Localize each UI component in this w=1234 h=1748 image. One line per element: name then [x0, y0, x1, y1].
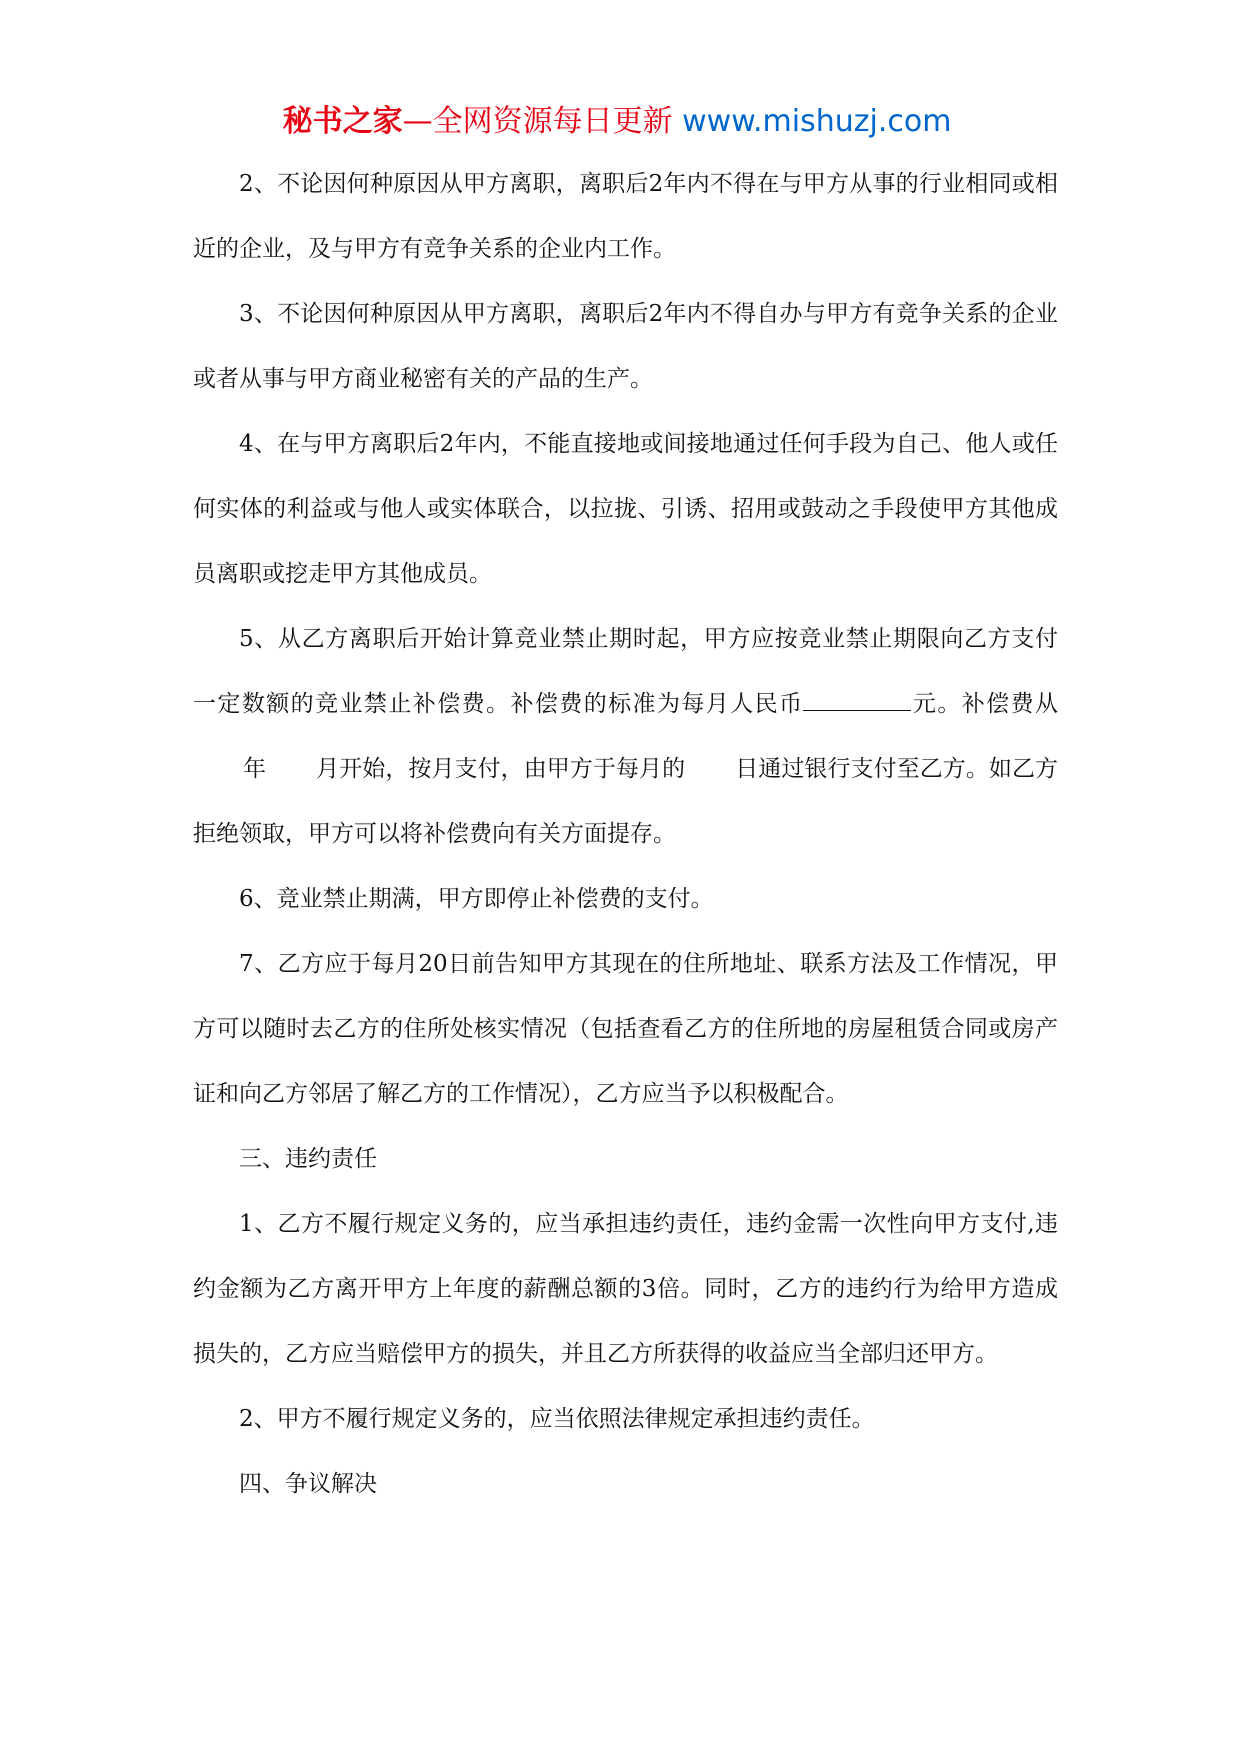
header-brand: 秘书之家	[282, 104, 403, 139]
clause-5-text-d: 月开始，按月支付，由甲方于每月的	[316, 756, 686, 782]
header-url[interactable]: www.mishuzj.com	[682, 104, 952, 139]
clause-2: 2、不论因何种原因从甲方离职，离职后2年内不得在与甲方从事的行业相同或相近的企业，及与甲方有竞争关系的企业内工作。	[193, 171, 1058, 262]
clause-5-text-a: 5、从乙方离职后开始计算竞业禁止期时起，甲方应按竞业禁止期限向乙方支付一定数额的竞业禁止补偿费。补偿费的标准为每月人民币	[193, 626, 1058, 717]
clause-5	[193, 607, 1058, 867]
clause-7: 7、乙方应于每月20日前告知甲方其现在的住所地址、联系方法及工作情况，甲方可以随时去乙方的住所处核实情况（包括查看乙方的住所地的房屋租赁合同或房产证和向乙方邻居了解乙方的工作情况），乙方应当予以积极配合。	[193, 951, 1058, 1107]
clause-4: 4、在与甲方离职后2年内，不能直接地或间接地通过任何手段为自己、他人或任何实体的利益或与他人或实体联合，以拉拢、引诱、招用或鼓动之手段使甲方其他成员离职或挖走甲方其他成员。	[193, 431, 1058, 587]
breach-clause-1: 1、乙方不履行规定义务的，应当承担违约责任，违约金需一次性向甲方支付,违约金额为乙方离开甲方上年度的薪酬总额的3倍。同时，乙方的违约行为给甲方造成损失的，乙方应当赔偿甲方的损失，并且乙方所获得的收益应当全部归还甲方。	[193, 1211, 1058, 1367]
section-heading-4: 四、争议解决	[239, 1471, 377, 1497]
page-header	[0, 102, 1234, 142]
clause-3: 3、不论因何种原因从甲方离职，离职后2年内不得自办与甲方有竞争关系的企业或者从事与甲方商业秘密有关的产品的生产。	[193, 301, 1058, 392]
clause-5-text-c: 年	[243, 756, 267, 782]
header-tagline: —全网资源每日更新	[402, 104, 683, 139]
clause-6: 6、竞业禁止期满，甲方即停止补偿费的支付。	[239, 886, 714, 912]
document-body	[193, 152, 1058, 1517]
clause-5-text-e: 日通过银行支付至乙方。如乙方拒绝领取，甲方可以将补偿费向有关方面提存。	[193, 756, 1059, 847]
section-heading-3: 三、违约责任	[239, 1146, 377, 1172]
clause-5-text-b: 元。补偿费从	[911, 691, 1059, 717]
amount-blank[interactable]	[803, 688, 911, 711]
breach-clause-2: 2、甲方不履行规定义务的，应当依照法律规定承担违约责任。	[239, 1406, 875, 1432]
